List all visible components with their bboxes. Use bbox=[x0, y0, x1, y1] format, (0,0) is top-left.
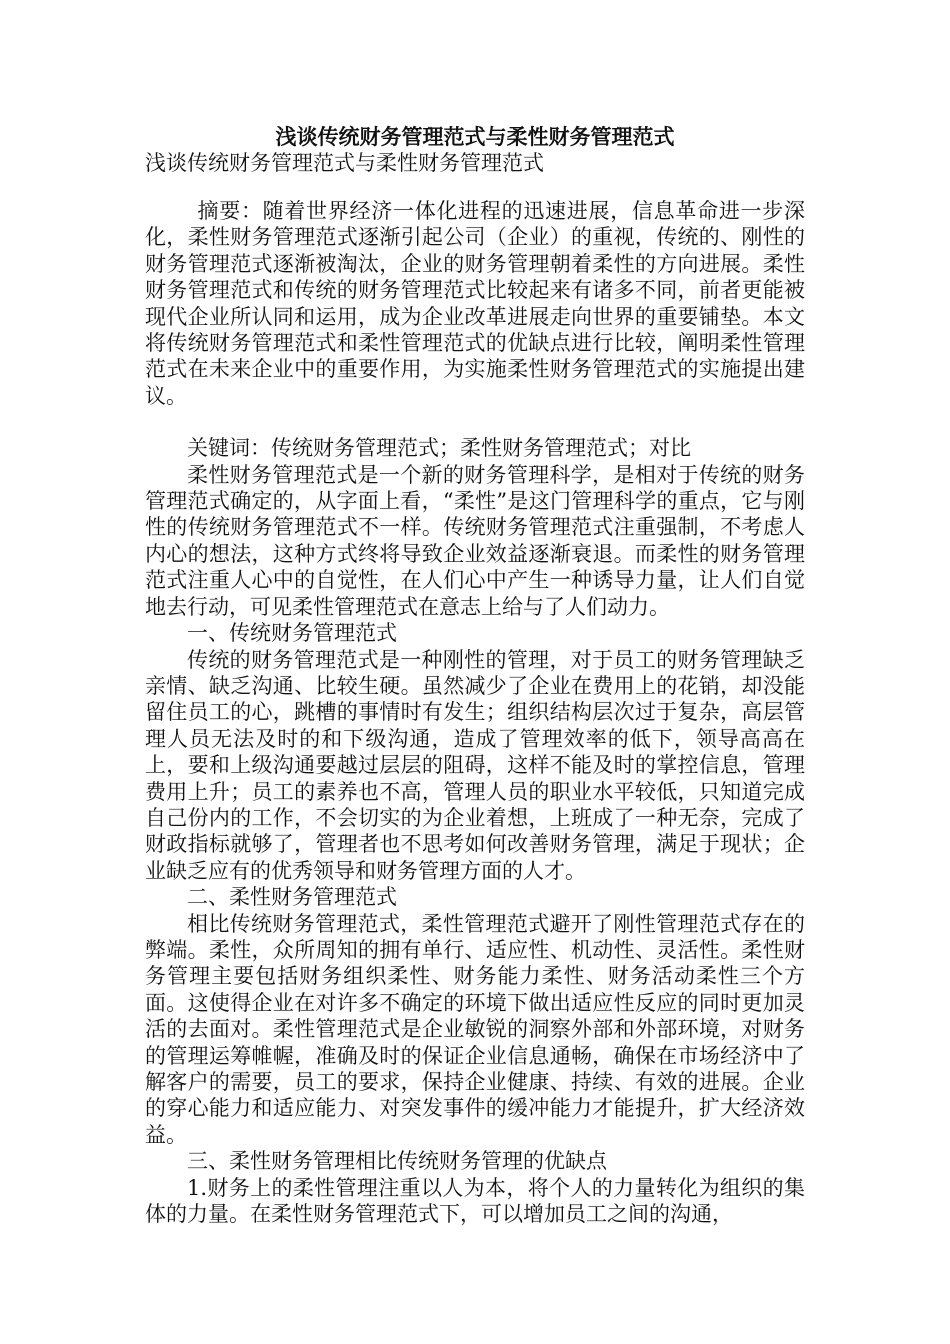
document-body bbox=[145, 198, 805, 1227]
section-heading-1: 一、传统财务管理范式 bbox=[187, 621, 397, 646]
document-subtitle: 浅谈传统财务管理范式与柔性财务管理范式 bbox=[145, 151, 544, 175]
section-heading-2: 二、柔性财务管理范式 bbox=[187, 885, 397, 910]
section-paragraph-1: 传统的财务管理范式是一种刚性的管理，对于员工的财务管理缺乏亲情、缺乏沟通、比较生硬。虽然减少了企业在费用上的花销，却没能留住员工的心，跳槽的事情时有发生；组织结构层次过于复杂，高层管理人员无法及时的和下级沟通，造成了管理效率的低下，领导高高在上，要和上级沟通要越过层层的阻碍，这样不能及时的掌控信息，管理费用上升；员工的素养也不高，管理人员的职业水平较低，只知道完成自己份内的工作，不会切实的为企业着想，上班成了一种无奈，完成了财政指标就够了，管理者也不思考如何改善财务管理，满足于现状；企业缺乏应有的优秀领导和财务管理方面的人才。 bbox=[145, 647, 805, 883]
intro-paragraph: 柔性财务管理范式是一个新的财务管理科学，是相对于传统的财务管理范式确定的，从字面上看，“柔性”是这门管理科学的重点，它与刚性的传统财务管理范式不一样。传统财务管理范式注重强制，不考虑人内心的想法，这种方式终将导致企业效益逐渐衰退。而柔性的财务管理范式注重人心中的自觉性，在人们心中产生一种诱导力量，让人们自觉地去行动，可见柔性管理范式在意志上给与了人们动力。 bbox=[145, 462, 805, 619]
section-paragraph-2: 相比传统财务管理范式，柔性管理范式避开了刚性管理范式存在的弊端。柔性，众所周知的拥有单行、适应性、机动性、灵活性。柔性财务管理主要包括财务组织柔性、财务能力柔性、财务活动柔性三个方面。这使得企业在对许多不确定的环境下做出适应性反应的同时更加灵活的去面对。柔性管理范式是企业敏锐的洞察外部和外部环境，对财务的管理运筹帷幄，准确及时的保证企业信息通畅，确保在市场经济中了解客户的需要，员工的要求，保持企业健康、持续、有效的进展。企业的穿心能力和适应能力、对突发事件的缓冲能力才能提升，扩大经济效益。 bbox=[145, 911, 805, 1147]
section-paragraph-3: 1.财务上的柔性管理注重以人为本，将个人的力量转化为组织的集体的力量。在柔性财务管理范式下，可以增加员工之间的沟通， bbox=[145, 1175, 805, 1227]
abstract-paragraph: 摘要：随着世界经济一体化进程的迅速进展，信息革命进一步深化，柔性财务管理范式逐渐引起公司（企业）的重视，传统的、刚性的财务管理范式逐渐被淘汰，企业的财务管理朝着柔性的方向进展。柔性财务管理范式和传统的财务管理范式比较起来有诸多不同，前者更能被现代企业所认同和运用，成为企业改革进展走向世界的重要铺垫。本文将传统财务管理范式和柔性管理范式的优缺点进行比较，阐明柔性管理范式在未来企业中的重要作用，为实施柔性财务管理范式的实施提出建议。 bbox=[145, 199, 805, 408]
keywords-paragraph: 关键词：传统财务管理范式；柔性财务管理范式；对比 bbox=[187, 436, 691, 461]
document-title: 浅谈传统财务管理范式与柔性财务管理范式 bbox=[275, 125, 675, 149]
section-heading-3: 三、柔性财务管理相比传统财务管理的优缺点 bbox=[187, 1149, 607, 1174]
